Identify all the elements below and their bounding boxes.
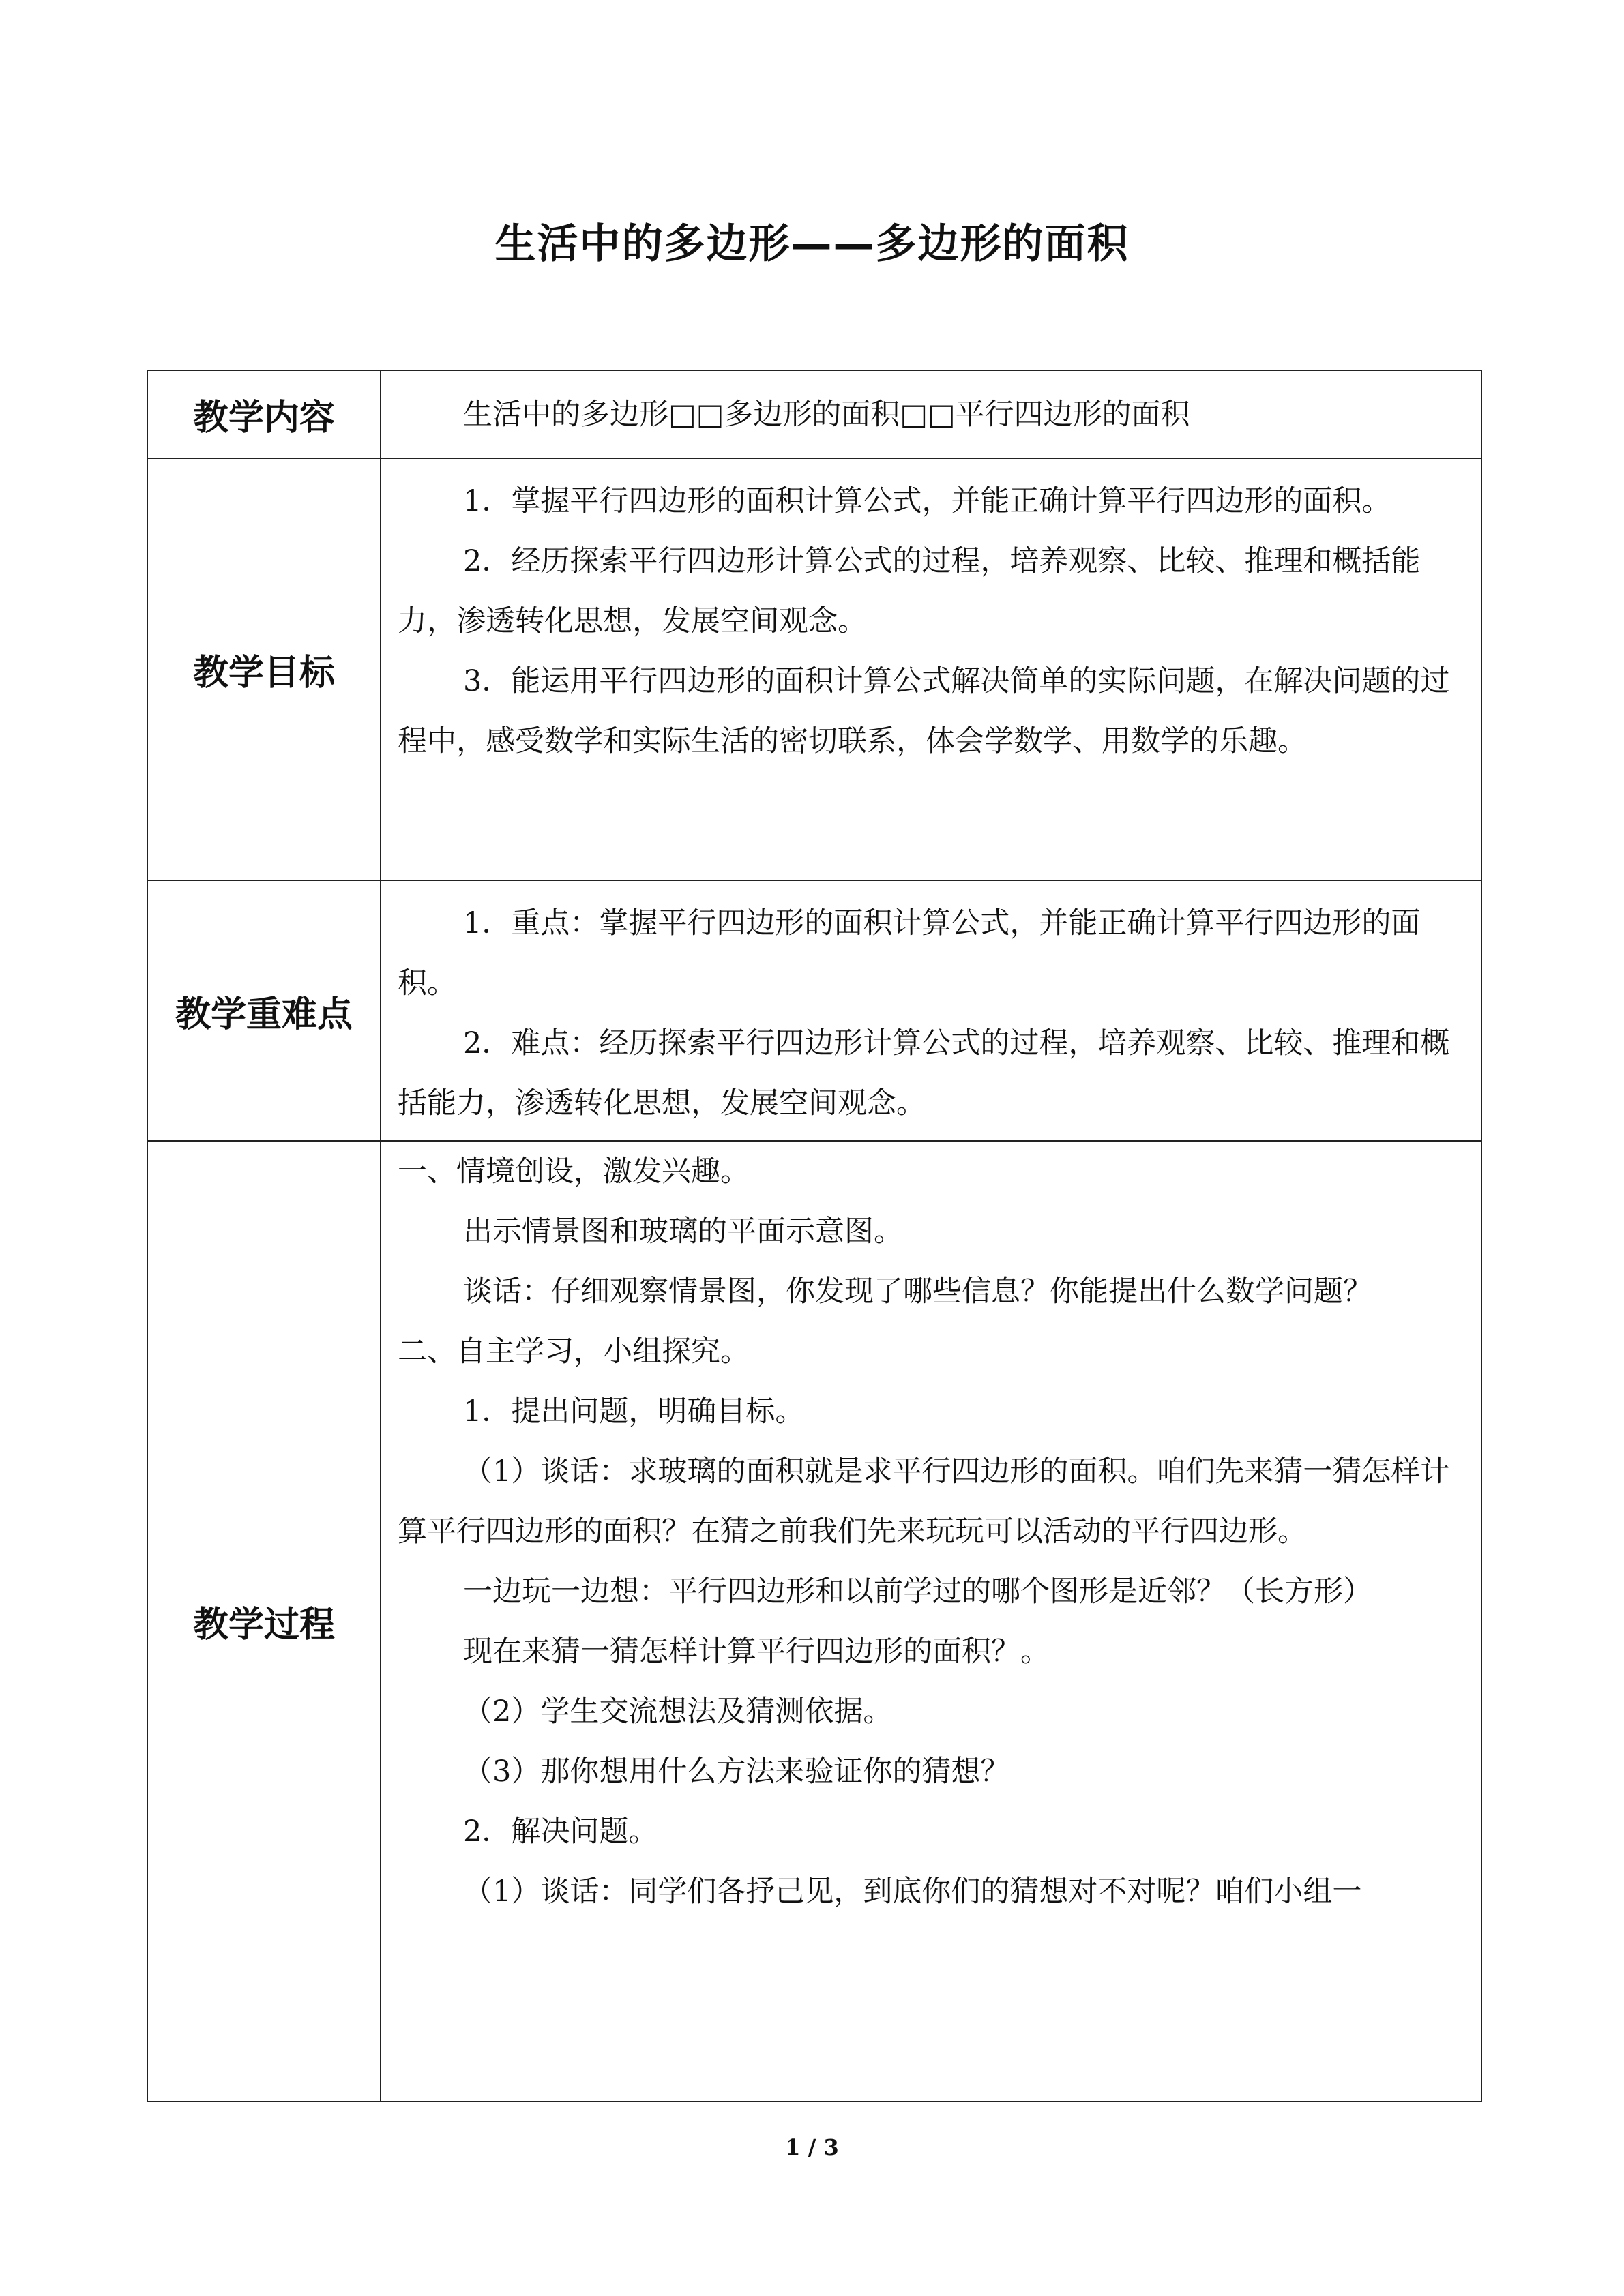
process-line: （3）那你想用什么方法来验证你的猜想？: [463, 1755, 1010, 1789]
process-line: 现在来猜一猜怎样计算平行四边形的面积？。: [463, 1635, 1050, 1669]
document-title: 生活中的多边形——多边形的面积: [494, 220, 1130, 268]
teaching-content-text: 生活中的多边形□□多边形的面积□□平行四边形的面积: [463, 397, 1190, 432]
label-teaching-goals: 教学目标: [147, 458, 381, 880]
cell-teaching-content: [381, 370, 1481, 458]
process-line: 2．解决问题。: [463, 1815, 658, 1849]
goal-item: 2．经历探索平行四边形计算公式的过程，培养观察、比较、推理和概括能力，渗透转化思想，发展空间观念。: [398, 544, 1421, 638]
process-line: 出示情景图和玻璃的平面示意图。: [463, 1214, 903, 1249]
row-teaching-process: [147, 1141, 1481, 2102]
cell-teaching-process: [381, 1141, 1481, 2102]
process-heading: 二、自主学习，小组探究。: [398, 1335, 750, 1369]
process-line: 一边玩一边想：平行四边形和以前学过的哪个图形是近邻？（长方形）: [463, 1575, 1372, 1609]
row-key-difficult-points: [147, 880, 1481, 1141]
cell-key-difficult-points: [381, 880, 1481, 1141]
process-heading: 一、情境创设，激发兴趣。: [398, 1154, 750, 1189]
process-line: （2）学生交流想法及猜测依据。: [463, 1695, 893, 1729]
keypoint-item: 2．难点：经历探索平行四边形计算公式的过程，培养观察、比较、推理和概括能力，渗透转化思想，发展空间观念。: [398, 1026, 1450, 1120]
cell-teaching-goals: [381, 458, 1481, 880]
process-line: （1）谈话：同学们各抒己见，到底你们的猜想对不对呢？咱们小组一: [463, 1875, 1362, 1909]
row-teaching-content: [147, 370, 1481, 458]
label-key-difficult-points: 教学重难点: [147, 880, 381, 1141]
process-line: （1）谈话：求玻璃的面积就是求平行四边形的面积。咱们先来猜一猜怎样计算平行四边形的面积？在猜之前我们先来玩玩可以活动的平行四边形。: [398, 1455, 1450, 1549]
label-teaching-process: 教学过程: [147, 1141, 381, 2102]
label-teaching-content: 教学内容: [147, 370, 381, 458]
row-teaching-goals: [147, 458, 1481, 880]
goal-item: 3．能运用平行四边形的面积计算公式解决简单的实际问题，在解决问题的过程中，感受数学和实际生活的密切联系，体会学数学、用数学的乐趣。: [398, 664, 1450, 758]
keypoint-item: 1．重点：掌握平行四边形的面积计算公式，并能正确计算平行四边形的面积。: [398, 906, 1421, 1000]
process-line: 1．提出问题，明确目标。: [463, 1395, 805, 1429]
goal-item: 1．掌握平行四边形的面积计算公式，并能正确计算平行四边形的面积。: [463, 484, 1391, 518]
page-number: 1 / 3: [785, 2134, 839, 2160]
process-line: 谈话：仔细观察情景图，你发现了哪些信息？你能提出什么数学问题？: [463, 1274, 1372, 1309]
lesson-plan-table: [147, 370, 1482, 2102]
